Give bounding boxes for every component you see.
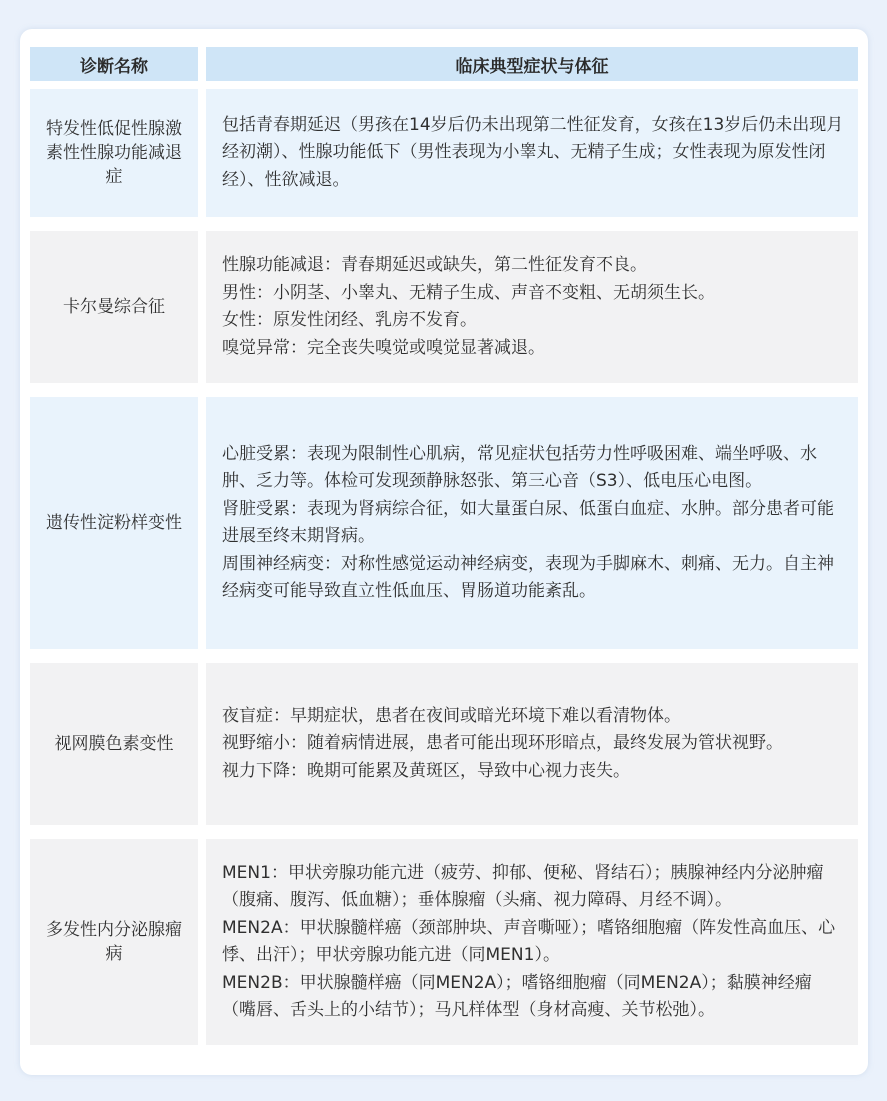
column-header-symptoms: 临床典型症状与体征	[206, 47, 858, 81]
diagnosis-name: 多发性内分泌腺瘤病	[46, 920, 182, 964]
row-1-diagnosis	[30, 89, 198, 217]
symptom-text: 性腺功能减退：青春期延迟或缺失，第二性征发育不良。	[222, 255, 647, 275]
diagnosis-table-card	[20, 29, 868, 1075]
symptom-text: 肾脏受累：表现为肾病综合征，如大量蛋白尿、低蛋白血症、水肿。部分患者可能进展至终末期肾病。	[222, 498, 834, 546]
row-3-diagnosis	[30, 397, 198, 649]
symptom-text: 包括青春期延迟（男孩在14岁后仍未出现第二性征发育，女孩在13岁后仍未出现月经初潮）、性腺功能低下（男性表现为小睾丸、无精子生成；女性表现为原发性闭经）、性欲减退。	[222, 114, 844, 190]
row-2-diagnosis	[30, 231, 198, 383]
diagnosis-name: 视网膜色素变性	[54, 734, 174, 754]
row-1-symptoms	[206, 89, 858, 217]
row-5-diagnosis	[30, 839, 198, 1045]
symptom-text: 嗅觉异常：完全丧失嗅觉或嗅觉显著减退。	[222, 337, 545, 358]
symptom-text: MEN2B：甲状腺髓样癌（同MEN2A）；嗜铬细胞瘤（同MEN2A）；黏膜神经瘤（嘴唇、舌头上的小结节）；马凡样体型（身材高瘦、关节松弛）。	[222, 972, 812, 1020]
symptom-text: 视力下降：晚期可能累及黄斑区，导致中心视力丧失。	[222, 760, 630, 781]
symptom-text: 男性：小阴茎、小睾丸、无精子生成、声音不变粗、无胡须生长。	[222, 282, 715, 303]
row-3-symptoms	[206, 397, 858, 649]
row-2-symptoms	[206, 231, 858, 383]
row-5-symptoms	[206, 839, 858, 1045]
symptom-text: 视野缩小：随着病情进展，患者可能出现环形暗点，最终发展为管状视野。	[222, 733, 783, 754]
diagnosis-name: 特发性低促性腺激素性性腺功能减退症	[46, 119, 182, 187]
symptom-text: 夜盲症：早期症状，患者在夜间或暗光环境下难以看清物体。	[222, 705, 681, 726]
symptom-text: 周围神经病变：对称性感觉运动神经病变，表现为手脚麻木、刺痛、无力。自主神经病变可能导致直立性低血压、胃肠道功能紊乱。	[222, 553, 834, 601]
symptom-text: MEN1：甲状旁腺功能亢进（疲劳、抑郁、便秘、肾结石）；胰腺神经内分泌肿瘤（腹痛、腹泻、低血糖）；垂体腺瘤（头痛、视力障碍、月经不调）。	[222, 862, 824, 910]
symptom-text: 心脏受累：表现为限制性心肌病，常见症状包括劳力性呼吸困难、端坐呼吸、水肿、乏力等。体检可发现颈静脉怒张、第三心音（S3）、低电压心电图。	[222, 443, 817, 491]
diagnosis-name: 遗传性淀粉样变性	[46, 513, 182, 533]
row-4-diagnosis	[30, 663, 198, 825]
symptom-text: 女性：原发性闭经、乳房不发育。	[222, 310, 477, 330]
diagnosis-name: 卡尔曼综合征	[63, 297, 165, 317]
column-header-diagnosis: 诊断名称	[30, 47, 198, 81]
symptom-text: MEN2A：甲状腺髓样癌（颈部肿块、声音嘶哑）；嗜铬细胞瘤（阵发性高血压、心悸、出汗）；甲状旁腺功能亢进（同MEN1）。	[222, 917, 836, 965]
row-4-symptoms	[206, 663, 858, 825]
